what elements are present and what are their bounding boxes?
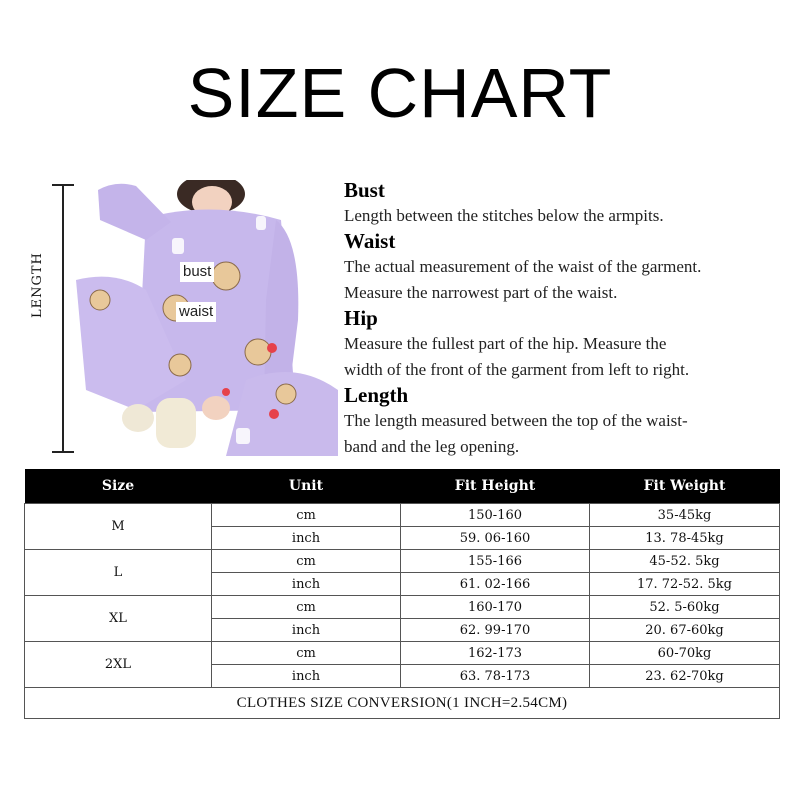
size-cell: 2XL [25, 642, 212, 688]
product-photo [76, 180, 338, 456]
fit-height-cell: 155-166 [401, 550, 590, 573]
unit-cell: inch [212, 527, 401, 550]
size-cell: L [25, 550, 212, 596]
waist-tag: waist [176, 302, 216, 322]
length-line [62, 184, 64, 452]
unit-cell: cm [212, 504, 401, 527]
fit-height-cell: 160-170 [401, 596, 590, 619]
description-text: The actual measurement of the waist of the garment. [344, 257, 702, 276]
description-heading: Hip [344, 306, 378, 330]
fit-weight-cell: 35-45kg [590, 504, 780, 527]
description-text: Measure the fullest part of the hip. Measure the [344, 334, 667, 353]
fit-height-cell: 150-160 [401, 504, 590, 527]
description-text: Length between the stitches below the armpits. [344, 206, 664, 225]
header-size: Size [25, 469, 212, 504]
fit-weight-cell: 13. 78-45kg [590, 527, 780, 550]
fit-height-cell: 61. 02-166 [401, 573, 590, 596]
table-row [25, 642, 780, 665]
unit-cell: cm [212, 550, 401, 573]
unit-cell: inch [212, 573, 401, 596]
size-cell: XL [25, 596, 212, 642]
length-label: LENGTH [30, 252, 45, 318]
fit-weight-cell: 23. 62-70kg [590, 665, 780, 688]
unit-cell: inch [212, 665, 401, 688]
description-heading: Waist [344, 229, 396, 253]
length-bottom-cap [52, 451, 74, 453]
fit-height-cell: 62. 99-170 [401, 619, 590, 642]
header-fit-weight: Fit Weight [590, 469, 780, 504]
unit-cell: cm [212, 596, 401, 619]
size-cell: M [25, 504, 212, 550]
fit-weight-cell: 60-70kg [590, 642, 780, 665]
bust-tag: bust [180, 262, 214, 282]
fit-weight-cell: 17. 72-52. 5kg [590, 573, 780, 596]
description-text: Measure the narrowest part of the waist. [344, 283, 618, 302]
description-text: The length measured between the top of the waist- [344, 411, 688, 430]
fit-height-cell: 63. 78-173 [401, 665, 590, 688]
unit-cell: inch [212, 619, 401, 642]
description-text: band and the leg opening. [344, 437, 520, 456]
measurement-descriptions [344, 178, 784, 460]
table-header-row [25, 469, 780, 504]
table-row [25, 596, 780, 619]
size-conversion-note: CLOTHES SIZE CONVERSION(1 INCH=2.54CM) [25, 688, 780, 719]
page-title: SIZE CHART [187, 54, 613, 132]
description-heading: Bust [344, 178, 385, 202]
fit-height-cell: 59. 06-160 [401, 527, 590, 550]
description-text: width of the front of the garment from left to right. [344, 360, 690, 379]
description-heading: Length [344, 383, 409, 407]
size-table [24, 469, 780, 719]
table-row [25, 550, 780, 573]
table-footer-row [25, 688, 780, 719]
table-row [25, 504, 780, 527]
fit-height-cell: 162-173 [401, 642, 590, 665]
header-unit: Unit [212, 469, 401, 504]
fit-weight-cell: 20. 67-60kg [590, 619, 780, 642]
header-fit-height: Fit Height [401, 469, 590, 504]
fit-weight-cell: 52. 5-60kg [590, 596, 780, 619]
unit-cell: cm [212, 642, 401, 665]
fit-weight-cell: 45-52. 5kg [590, 550, 780, 573]
